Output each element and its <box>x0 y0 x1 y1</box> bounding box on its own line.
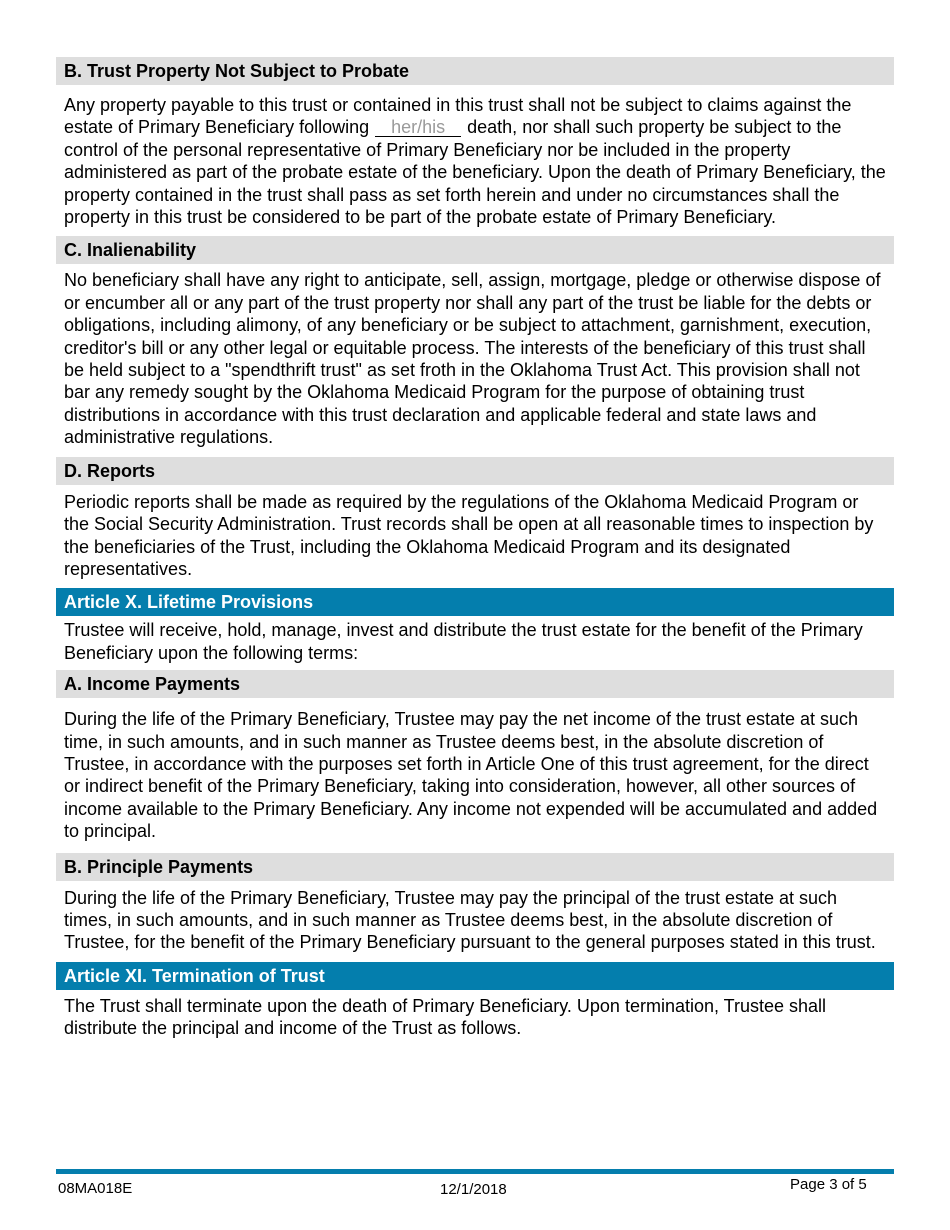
trust-property-text-part2: death, nor shall such property be subject to the control of the personal representative of Primary Beneficiary nor be included in the property administered as part of the probate estate of the beneficiary. Upon the death of Primary Beneficiary, the property contained in the trust shall pass as set forth herein and under no circumstances shall the property in this trust be considered to be part of the probate estate of Primary Beneficiary. <box>64 117 886 228</box>
heading-reports: D. Reports <box>56 457 894 485</box>
paragraph-trust-property <box>56 94 894 228</box>
heading-principle-payments: B. Principle Payments <box>56 853 894 881</box>
paragraph-article-x: Trustee will receive, hold, manage, invest and distribute the trust estate for the benefit of the Primary Beneficiary upon the following terms: <box>64 620 863 663</box>
heading-article-x-lifetime-provisions: Article X. Lifetime Provisions <box>56 588 894 616</box>
heading-inalienability: C. Inalienability <box>56 236 894 264</box>
paragraph-income-payments: During the life of the Primary Beneficiary, Trustee may pay the net income of the trust estate at such time, in such amounts, and in such manner as Trustee deems best, in the absolute discretion of Trustee, in accordance with the purposes set forth in Article One of this trust agreement, for the direct or indirect benefit of the Primary Beneficiary, taking into consideration, however, all other sources of income available to the Primary Beneficiary. Any income not expended will be accumulated and added to principal. <box>64 709 878 842</box>
footer-rule <box>56 1169 894 1174</box>
document-page <box>56 57 894 1040</box>
pronoun-fill-field[interactable]: her/his <box>375 118 461 137</box>
trust-property-text-part1: Any property payable to this trust or contained in this trust shall not be subject to claims against the estate of Primary Beneficiary following <box>64 95 852 138</box>
heading-income-payments: A. Income Payments <box>56 670 894 698</box>
footer-date: 12/1/2018 <box>440 1181 507 1198</box>
paragraph-reports: Periodic reports shall be made as required by the regulations of the Oklahoma Medicaid Program or the Social Security Administration. Trust records shall be open at all reasonable times to inspection by the beneficiaries of the Trust, including the Oklahoma Medicaid Program and its designated representatives. <box>64 491 874 579</box>
heading-trust-property-not-subject-to-probate: B. Trust Property Not Subject to Probate <box>56 57 894 85</box>
heading-article-xi-termination: Article XI. Termination of Trust <box>56 962 894 990</box>
paragraph-principle-payments: During the life of the Primary Beneficiary, Trustee may pay the principal of the trust estate at such times, in such amounts, and in such manner as Trustee deems best, in the absolute discretion of Trustee, for the benefit of the Primary Beneficiary pursuant to the general purposes stated in this trust. <box>64 887 876 953</box>
paragraph-inalienability: No beneficiary shall have any right to anticipate, sell, assign, mortgage, pledge or otherwise dispose of or encumber all or any part of the trust property nor shall any part of the trust be liable for the debts or obligations, including alimony, of any beneficiary or be subject to attachment, garnishment, execution, creditor's bill or any other legal or equitable process. The interests of the beneficiary of this trust shall be held subject to a "spendthrift trust" as set froth in the Oklahoma Trust Act. This provision shall not bar any remedy sought by the Oklahoma Medicaid Program for the purpose of obtaining trust distributions in accordance with this trust declaration and applicable federal and state laws and administrative regulations. <box>64 270 881 448</box>
footer-form-code: 08MA018E <box>58 1180 133 1197</box>
footer-page-number: Page 3 of 5 <box>790 1176 867 1193</box>
paragraph-article-xi: The Trust shall terminate upon the death of Primary Beneficiary. Upon termination, Trustee shall distribute the principal and income of the Trust as follows. <box>64 995 827 1039</box>
